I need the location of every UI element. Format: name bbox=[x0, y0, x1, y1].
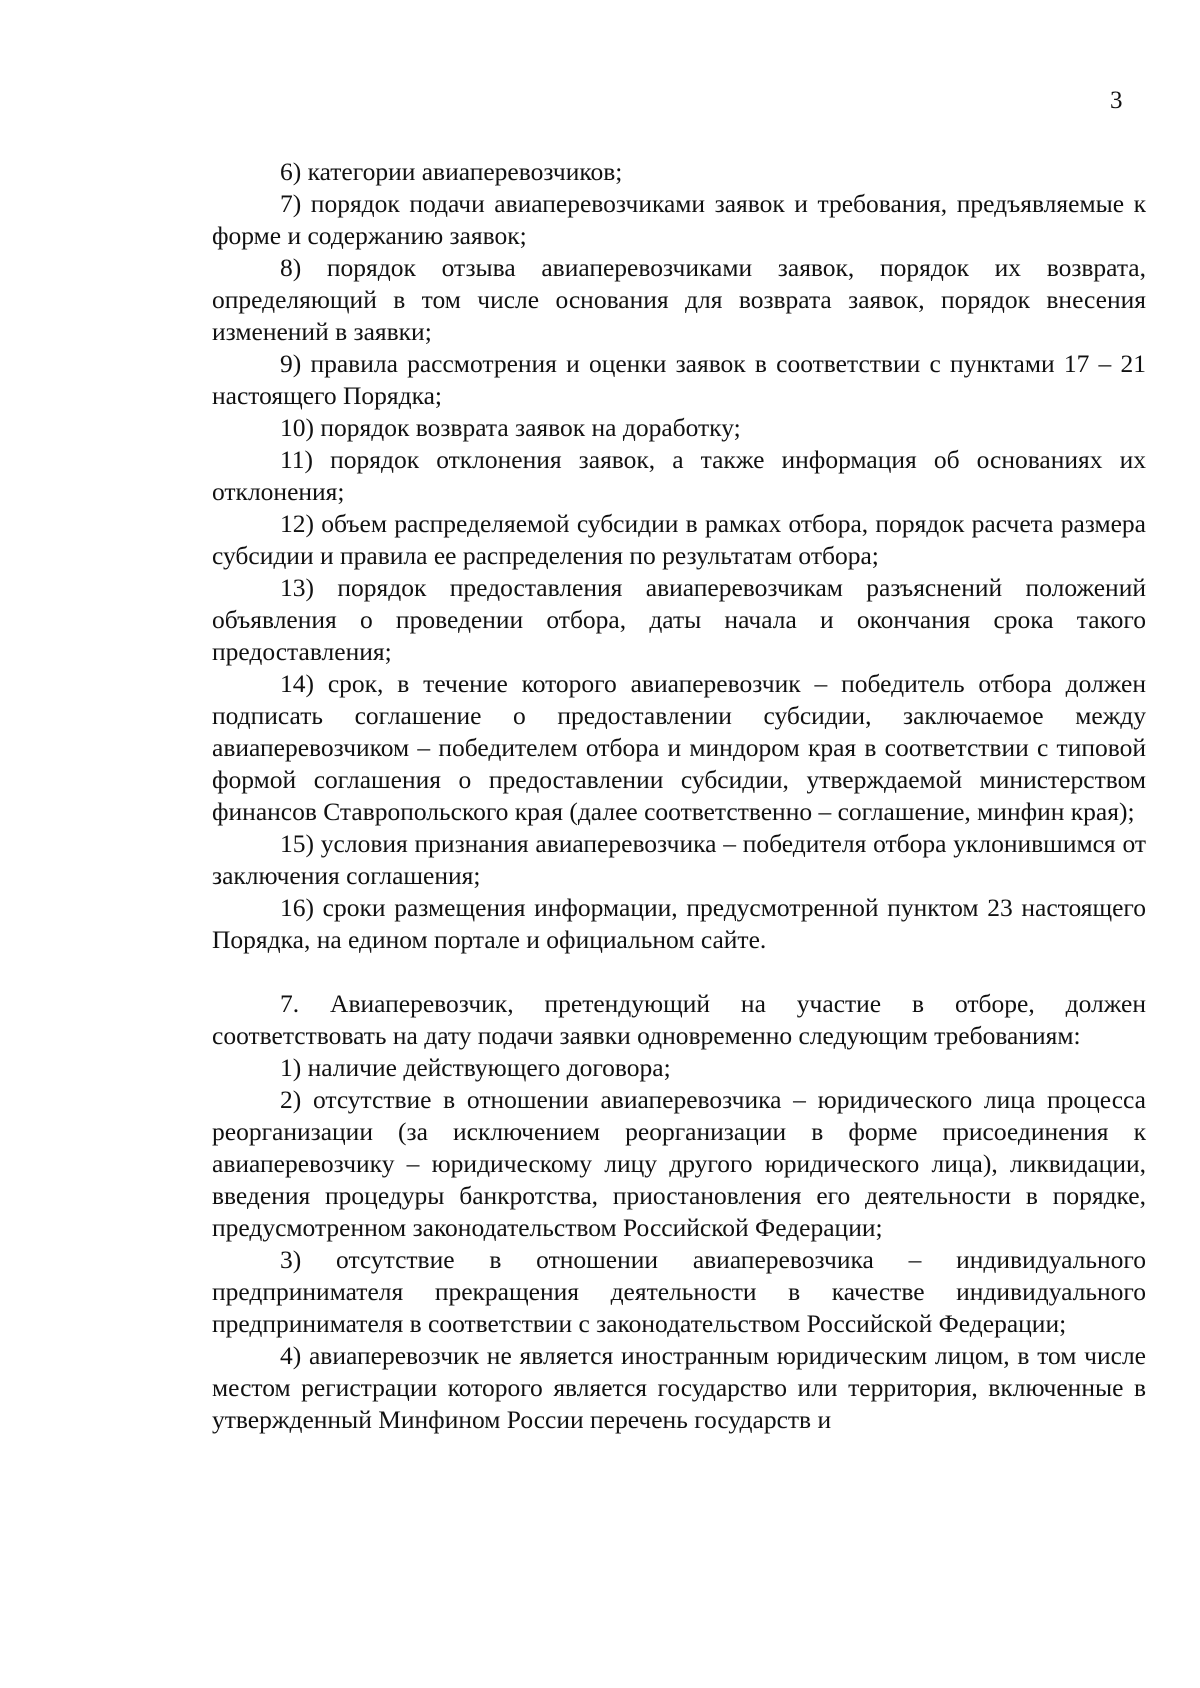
list-item-14: 14) срок, в течение которого авиаперевозчик – победитель отбора должен подписать соглашение о предоставлении субсидии, заключаемое между авиаперевозчиком – победителем отбора и миндором края в соответствии с типовой формой соглашения о предоставлении субсидии, утверждаемой министерством финансов Ставропольского края (далее соответственно – соглашение, минфин края); bbox=[212, 669, 1146, 826]
list-item-11: 11) порядок отклонения заявок, а также информация об основаниях их отклонения; bbox=[212, 445, 1146, 506]
list-item-15: 15) условия признания авиаперевозчика – победителя отбора уклонившимся от заключения соглашения; bbox=[212, 829, 1146, 890]
section-gap bbox=[212, 956, 1146, 988]
requirement-item-2: 2) отсутствие в отношении авиаперевозчика – юридического лица процесса реорганизации (за исключением реорганизации в форме присоединения к авиаперевозчику – юридическому лицу другого юридического лица), ликвидации, введения процедуры банкротства, приостановления его деятельности в порядке, предусмотренном законодательством Российской Федерации; bbox=[212, 1085, 1146, 1242]
requirement-item-1: 1) наличие действующего договора; bbox=[280, 1053, 671, 1082]
list-item-6: 6) категории авиаперевозчиков; bbox=[280, 157, 623, 186]
list-item-16: 16) сроки размещения информации, предусмотренной пунктом 23 настоящего Порядка, на едином портале и официальном сайте. bbox=[212, 893, 1146, 954]
list-item-10: 10) порядок возврата заявок на доработку; bbox=[280, 413, 741, 442]
document-body bbox=[212, 156, 1146, 1436]
list-item-12: 12) объем распределяемой субсидии в рамках отбора, порядок расчета размера субсидии и правила ее распределения по результатам отбора; bbox=[212, 509, 1146, 570]
list-item-8: 8) порядок отзыва авиаперевозчиками заявок, порядок их возврата, определяющий в том числе основания для возврата заявок, порядок внесения изменений в заявки; bbox=[212, 253, 1146, 346]
section-7-paragraph: 7. Авиаперевозчик, претендующий на участие в отборе, должен соответствовать на дату подачи заявки одновременно следующим требованиям: bbox=[212, 989, 1146, 1050]
page-number: 3 bbox=[1110, 87, 1123, 114]
list-item-13: 13) порядок предоставления авиаперевозчикам разъяснений положений объявления о проведении отбора, даты начала и окончания срока такого предоставления; bbox=[212, 573, 1146, 666]
list-item-9: 9) правила рассмотрения и оценки заявок в соответствии с пунктами 17 – 21 настоящего Порядка; bbox=[212, 349, 1146, 410]
list-item-7: 7) порядок подачи авиаперевозчиками заявок и требования, предъявляемые к форме и содержанию заявок; bbox=[212, 189, 1146, 250]
requirement-item-4: 4) авиаперевозчик не является иностранным юридическим лицом, в том числе местом регистрации которого является государство или территория, включенные в утвержденный Минфином России перечень государств и bbox=[212, 1341, 1146, 1434]
requirement-item-3: 3) отсутствие в отношении авиаперевозчика – индивидуального предпринимателя прекращения деятельности в качестве индивидуального предпринимателя в соответствии с законодательством Российской Федерации; bbox=[212, 1245, 1146, 1338]
